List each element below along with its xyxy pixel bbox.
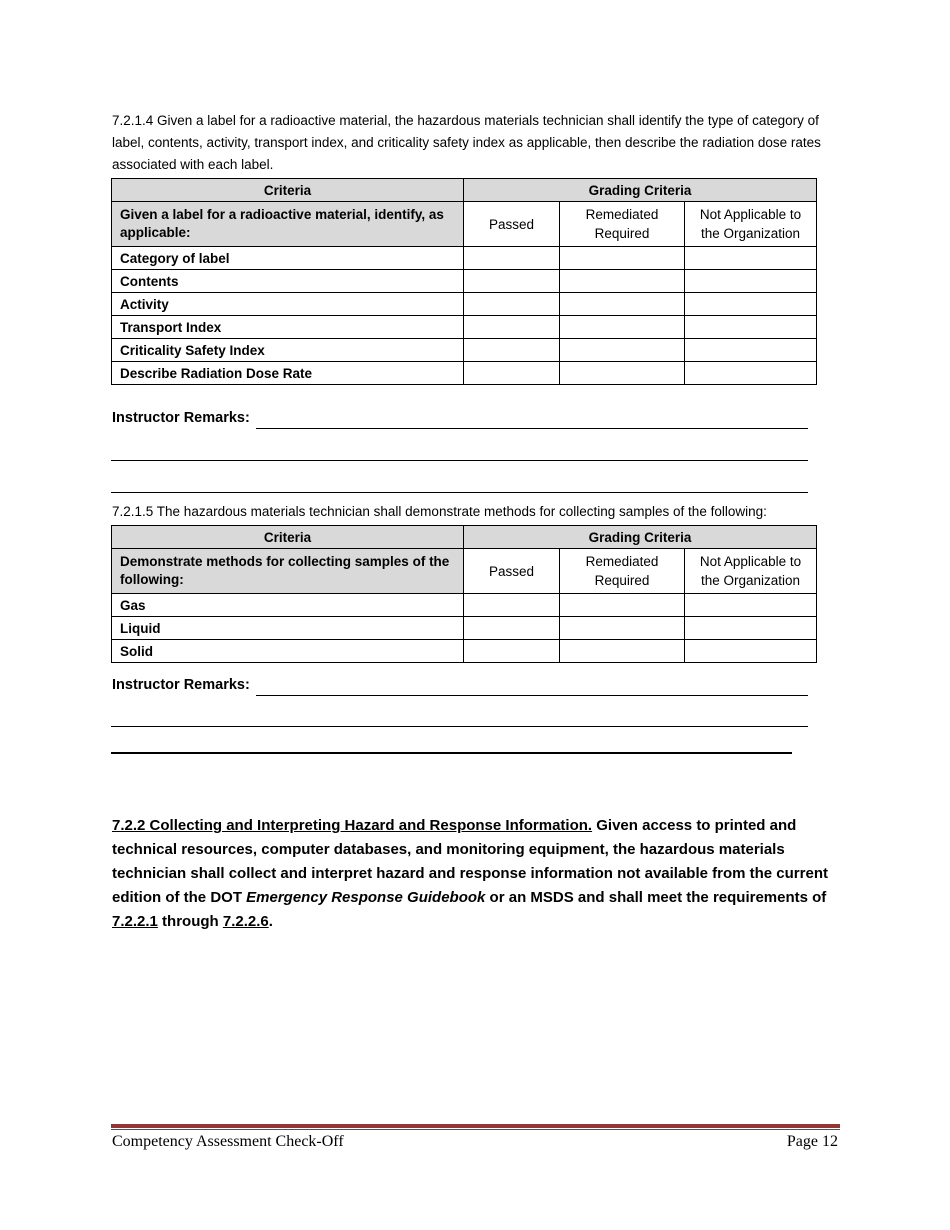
row-label: Activity xyxy=(112,293,464,316)
section-italic-title: Emergency Response Guidebook xyxy=(246,889,486,906)
table-row xyxy=(112,617,817,640)
cell-remediated[interactable] xyxy=(560,270,685,293)
subheader-not-applicable: Not Applicable to the Organization xyxy=(685,202,817,247)
row-label: Gas xyxy=(112,594,464,617)
footer-title: Competency Assessment Check-Off xyxy=(112,1133,344,1150)
subheader-criteria-text: Given a label for a radioactive material, identify, as applicable: xyxy=(112,202,464,247)
grading-table-7-2-1-5 xyxy=(111,525,817,663)
row-label: Contents xyxy=(112,270,464,293)
table-header-row xyxy=(112,526,817,549)
cell-passed[interactable] xyxy=(464,617,560,640)
cell-passed[interactable] xyxy=(464,316,560,339)
table-header-row xyxy=(112,179,817,202)
reference-link[interactable]: 7.2.2.6 xyxy=(222,913,269,930)
cell-not-applicable[interactable] xyxy=(685,316,817,339)
cell-passed[interactable] xyxy=(464,270,560,293)
subheader-passed: Passed xyxy=(464,202,560,247)
section-heading-link[interactable]: 7.2.2 Collecting and Interpreting Hazard and Response Information. xyxy=(112,817,593,834)
row-label: Liquid xyxy=(112,617,464,640)
subheader-not-applicable: Not Applicable to the Organization xyxy=(685,549,817,594)
section-7-2-2 xyxy=(112,814,836,934)
cell-passed[interactable] xyxy=(464,594,560,617)
cell-remediated[interactable] xyxy=(560,293,685,316)
page-number: Page 12 xyxy=(786,1133,838,1150)
header-grading-criteria: Grading Criteria xyxy=(464,526,817,549)
table-subheader-row xyxy=(112,202,817,247)
cell-remediated[interactable] xyxy=(560,247,685,270)
cell-not-applicable[interactable] xyxy=(685,362,817,385)
cell-not-applicable[interactable] xyxy=(685,339,817,362)
grading-table-7-2-1-4 xyxy=(111,178,817,385)
table-row xyxy=(112,293,817,316)
row-label: Transport Index xyxy=(112,316,464,339)
table-row xyxy=(112,339,817,362)
cell-passed[interactable] xyxy=(464,640,560,663)
table-subheader-row xyxy=(112,549,817,594)
cell-passed[interactable] xyxy=(464,293,560,316)
section-text: Given access to printed and technical resources, computer databases, and monitoring equipment, the hazardous materials technician shall collect and interpret hazard and response information not available from the current edition of the DOT xyxy=(112,817,828,906)
remarks-line[interactable] xyxy=(111,752,792,754)
subheader-remediated: Remediated Required xyxy=(560,549,685,594)
table-row xyxy=(112,362,817,385)
row-label: Category of label xyxy=(112,247,464,270)
cell-remediated[interactable] xyxy=(560,617,685,640)
instructor-remarks-label-2: Instructor Remarks: xyxy=(112,677,250,693)
footer-rule-thin xyxy=(111,1129,840,1130)
table-row xyxy=(112,640,817,663)
remarks-line[interactable] xyxy=(111,460,808,461)
subheader-passed: Passed xyxy=(464,549,560,594)
subheader-criteria-text: Demonstrate methods for collecting samples of the following: xyxy=(112,549,464,594)
instructor-remarks-label-1: Instructor Remarks: xyxy=(112,410,250,426)
row-label: Solid xyxy=(112,640,464,663)
header-criteria: Criteria xyxy=(112,526,464,549)
cell-remediated[interactable] xyxy=(560,316,685,339)
reference-link[interactable]: 7.2.2.1 xyxy=(112,913,158,930)
cell-passed[interactable] xyxy=(464,247,560,270)
remarks-line[interactable] xyxy=(111,726,808,727)
cell-passed[interactable] xyxy=(464,362,560,385)
table-row xyxy=(112,270,817,293)
table-row xyxy=(112,316,817,339)
header-grading-criteria: Grading Criteria xyxy=(464,179,817,202)
cell-not-applicable[interactable] xyxy=(685,594,817,617)
intro-7-2-1-5: 7.2.1.5 The hazardous materials technician shall demonstrate methods for collecting samples of the following: xyxy=(112,504,767,519)
cell-not-applicable[interactable] xyxy=(685,247,817,270)
cell-remediated[interactable] xyxy=(560,339,685,362)
section-text: or an MSDS and shall meet the requirements of xyxy=(485,889,827,906)
cell-not-applicable[interactable] xyxy=(685,270,817,293)
footer-rule xyxy=(111,1124,840,1128)
intro-7-2-1-4: 7.2.1.4 Given a label for a radioactive material, the hazardous materials technician shall identify the type of category of label, contents, activity, transport index, and criticality safety index as applicable, then describe the radiation dose rates associated with each label. xyxy=(112,113,821,172)
cell-remediated[interactable] xyxy=(560,594,685,617)
cell-not-applicable[interactable] xyxy=(685,617,817,640)
cell-remediated[interactable] xyxy=(560,640,685,663)
remarks-line[interactable] xyxy=(256,695,808,696)
row-label: Describe Radiation Dose Rate xyxy=(112,362,464,385)
table-row xyxy=(112,594,817,617)
header-criteria: Criteria xyxy=(112,179,464,202)
table-row xyxy=(112,247,817,270)
cell-remediated[interactable] xyxy=(560,362,685,385)
cell-passed[interactable] xyxy=(464,339,560,362)
cell-not-applicable[interactable] xyxy=(685,640,817,663)
section-text: through xyxy=(157,913,223,930)
remarks-line[interactable] xyxy=(111,492,808,493)
row-label: Criticality Safety Index xyxy=(112,339,464,362)
remarks-line[interactable] xyxy=(256,428,808,429)
cell-not-applicable[interactable] xyxy=(685,293,817,316)
subheader-remediated: Remediated Required xyxy=(560,202,685,247)
section-text: . xyxy=(268,913,273,930)
